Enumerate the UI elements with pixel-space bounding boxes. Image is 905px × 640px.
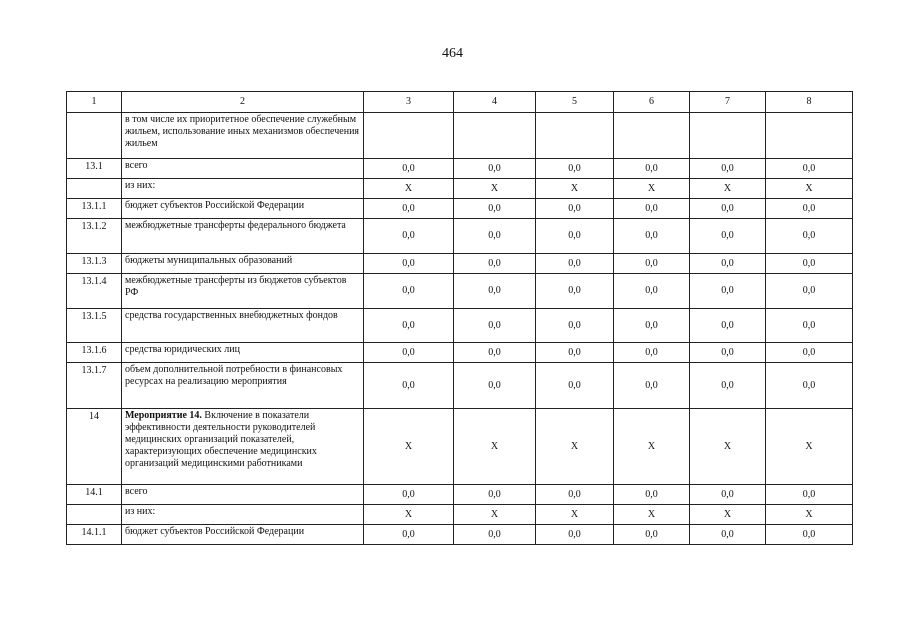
- value-cell: 0,0: [766, 199, 853, 219]
- value-cell: 0,0: [364, 343, 454, 363]
- value-cell: [364, 113, 454, 159]
- value-cell: 0,0: [536, 485, 614, 505]
- column-header: 8: [766, 92, 853, 113]
- value-cell: 0,0: [690, 309, 766, 343]
- value-cell: 0,0: [614, 485, 690, 505]
- value-cell: 0,0: [364, 485, 454, 505]
- value-cell: 0,0: [766, 363, 853, 409]
- table-row: [67, 525, 853, 545]
- value-cell: 0,0: [364, 274, 454, 309]
- row-label: средства юридических лиц: [125, 344, 240, 355]
- column-header: 5: [536, 92, 614, 113]
- value-cell: 0,0: [454, 159, 536, 179]
- row-description: [122, 343, 364, 363]
- measure-title: Мероприятие 14.: [125, 410, 202, 421]
- row-label: в том числе их приоритетное обеспечение служебным жильем, использование иных механизмов обеспечения жильем: [125, 114, 360, 149]
- row-number: 14: [67, 409, 122, 485]
- value-cell: 0,0: [364, 525, 454, 545]
- value-cell: X: [614, 409, 690, 485]
- row-label: средства государственных внебюджетных фондов: [125, 310, 338, 321]
- row-description: [122, 525, 364, 545]
- row-label: межбюджетные трансферты из бюджетов субъектов РФ: [125, 275, 347, 298]
- value-cell: 0,0: [454, 309, 536, 343]
- row-label: бюджеты муниципальных образований: [125, 255, 293, 266]
- row-number: 13.1.6: [67, 343, 122, 363]
- value-cell: X: [364, 505, 454, 525]
- row-description: [122, 159, 364, 179]
- value-cell: 0,0: [364, 309, 454, 343]
- value-cell: 0,0: [690, 159, 766, 179]
- value-cell: 0,0: [364, 363, 454, 409]
- value-cell: 0,0: [766, 485, 853, 505]
- row-description: [122, 485, 364, 505]
- value-cell: X: [690, 505, 766, 525]
- column-header: 2: [122, 92, 364, 113]
- value-cell: 0,0: [454, 525, 536, 545]
- value-cell: [614, 113, 690, 159]
- column-header: 3: [364, 92, 454, 113]
- row-label: объем дополнительной потребности в финансовых ресурсах на реализацию мероприятия: [125, 364, 343, 387]
- value-cell: 0,0: [536, 525, 614, 545]
- table-row: [67, 343, 853, 363]
- row-label: бюджет субъектов Российской Федерации: [125, 526, 305, 537]
- row-label: бюджет субъектов Российской Федерации: [125, 200, 305, 211]
- row-description: [122, 274, 364, 309]
- financing-table: [66, 91, 853, 545]
- row-description: [122, 363, 364, 409]
- value-cell: 0,0: [766, 343, 853, 363]
- value-cell: 0,0: [766, 254, 853, 274]
- value-cell: 0,0: [536, 309, 614, 343]
- table-row: [67, 485, 853, 505]
- table-row: [67, 199, 853, 219]
- value-cell: X: [536, 179, 614, 199]
- value-cell: 0,0: [614, 159, 690, 179]
- column-header: 6: [614, 92, 690, 113]
- value-cell: 0,0: [454, 343, 536, 363]
- row-description: [122, 179, 364, 199]
- value-cell: [454, 113, 536, 159]
- value-cell: 0,0: [690, 363, 766, 409]
- row-number: [67, 179, 122, 199]
- row-label: всего: [125, 486, 148, 497]
- value-cell: 0,0: [364, 254, 454, 274]
- column-header: 4: [454, 92, 536, 113]
- value-cell: 0,0: [766, 159, 853, 179]
- value-cell: 0,0: [614, 254, 690, 274]
- row-description: [122, 254, 364, 274]
- value-cell: 0,0: [536, 159, 614, 179]
- table-row: [67, 179, 853, 199]
- value-cell: 0,0: [364, 199, 454, 219]
- value-cell: X: [536, 505, 614, 525]
- table-row: [67, 219, 853, 254]
- value-cell: 0,0: [454, 485, 536, 505]
- value-cell: X: [614, 505, 690, 525]
- value-cell: X: [766, 179, 853, 199]
- table-row: [67, 309, 853, 343]
- row-description: [122, 113, 364, 159]
- table-row: [67, 159, 853, 179]
- value-cell: 0,0: [690, 254, 766, 274]
- value-cell: 0,0: [454, 254, 536, 274]
- row-number: 13.1.3: [67, 254, 122, 274]
- row-label: из них:: [125, 180, 156, 191]
- row-description: [122, 409, 364, 485]
- row-label: из них:: [125, 506, 156, 517]
- row-number: 14.1: [67, 485, 122, 505]
- value-cell: 0,0: [690, 485, 766, 505]
- value-cell: X: [690, 179, 766, 199]
- table-row: [67, 409, 853, 485]
- value-cell: 0,0: [614, 219, 690, 254]
- value-cell: 0,0: [690, 343, 766, 363]
- value-cell: 0,0: [614, 199, 690, 219]
- value-cell: X: [364, 409, 454, 485]
- value-cell: X: [454, 505, 536, 525]
- value-cell: 0,0: [364, 219, 454, 254]
- value-cell: X: [766, 505, 853, 525]
- value-cell: X: [614, 179, 690, 199]
- value-cell: 0,0: [536, 363, 614, 409]
- row-description: [122, 309, 364, 343]
- row-label: Включение в показатели эффективности деятельности руководителей медицинских организаций показателей, характеризующих обеспечение медицинских организаций медицинскими работниками: [125, 410, 317, 469]
- value-cell: 0,0: [614, 343, 690, 363]
- value-cell: X: [454, 179, 536, 199]
- value-cell: 0,0: [454, 199, 536, 219]
- value-cell: 0,0: [536, 219, 614, 254]
- value-cell: 0,0: [690, 219, 766, 254]
- value-cell: 0,0: [536, 343, 614, 363]
- value-cell: X: [454, 409, 536, 485]
- table-row: [67, 363, 853, 409]
- value-cell: X: [766, 409, 853, 485]
- table-row: [67, 113, 853, 159]
- row-number: 13.1.4: [67, 274, 122, 309]
- column-header: 1: [67, 92, 122, 113]
- row-number: 13.1.7: [67, 363, 122, 409]
- value-cell: 0,0: [766, 309, 853, 343]
- value-cell: 0,0: [536, 199, 614, 219]
- value-cell: 0,0: [766, 274, 853, 309]
- page-number: 464: [442, 46, 463, 61]
- table-row: [67, 254, 853, 274]
- row-label: межбюджетные трансферты федерального бюджета: [125, 220, 346, 231]
- value-cell: 0,0: [614, 274, 690, 309]
- value-cell: 0,0: [454, 219, 536, 254]
- row-number: 13.1.5: [67, 309, 122, 343]
- row-number: 13.1: [67, 159, 122, 179]
- value-cell: 0,0: [766, 525, 853, 545]
- header-row: [67, 92, 853, 113]
- row-number: 13.1.1: [67, 199, 122, 219]
- value-cell: [536, 113, 614, 159]
- value-cell: 0,0: [614, 363, 690, 409]
- value-cell: 0,0: [364, 159, 454, 179]
- value-cell: 0,0: [614, 309, 690, 343]
- value-cell: 0,0: [454, 274, 536, 309]
- row-description: [122, 199, 364, 219]
- value-cell: X: [690, 409, 766, 485]
- value-cell: 0,0: [766, 219, 853, 254]
- table-row: [67, 505, 853, 525]
- row-description: [122, 505, 364, 525]
- row-description: [122, 219, 364, 254]
- value-cell: 0,0: [454, 363, 536, 409]
- value-cell: X: [536, 409, 614, 485]
- value-cell: 0,0: [690, 525, 766, 545]
- row-number: 14.1.1: [67, 525, 122, 545]
- table-row: [67, 274, 853, 309]
- value-cell: [690, 113, 766, 159]
- row-number: 13.1.2: [67, 219, 122, 254]
- value-cell: 0,0: [536, 274, 614, 309]
- value-cell: 0,0: [690, 199, 766, 219]
- value-cell: 0,0: [536, 254, 614, 274]
- row-number: [67, 505, 122, 525]
- value-cell: [766, 113, 853, 159]
- value-cell: X: [364, 179, 454, 199]
- column-header: 7: [690, 92, 766, 113]
- value-cell: 0,0: [690, 274, 766, 309]
- row-label: всего: [125, 160, 148, 171]
- row-number: [67, 113, 122, 159]
- value-cell: 0,0: [614, 525, 690, 545]
- table-body: [67, 92, 853, 545]
